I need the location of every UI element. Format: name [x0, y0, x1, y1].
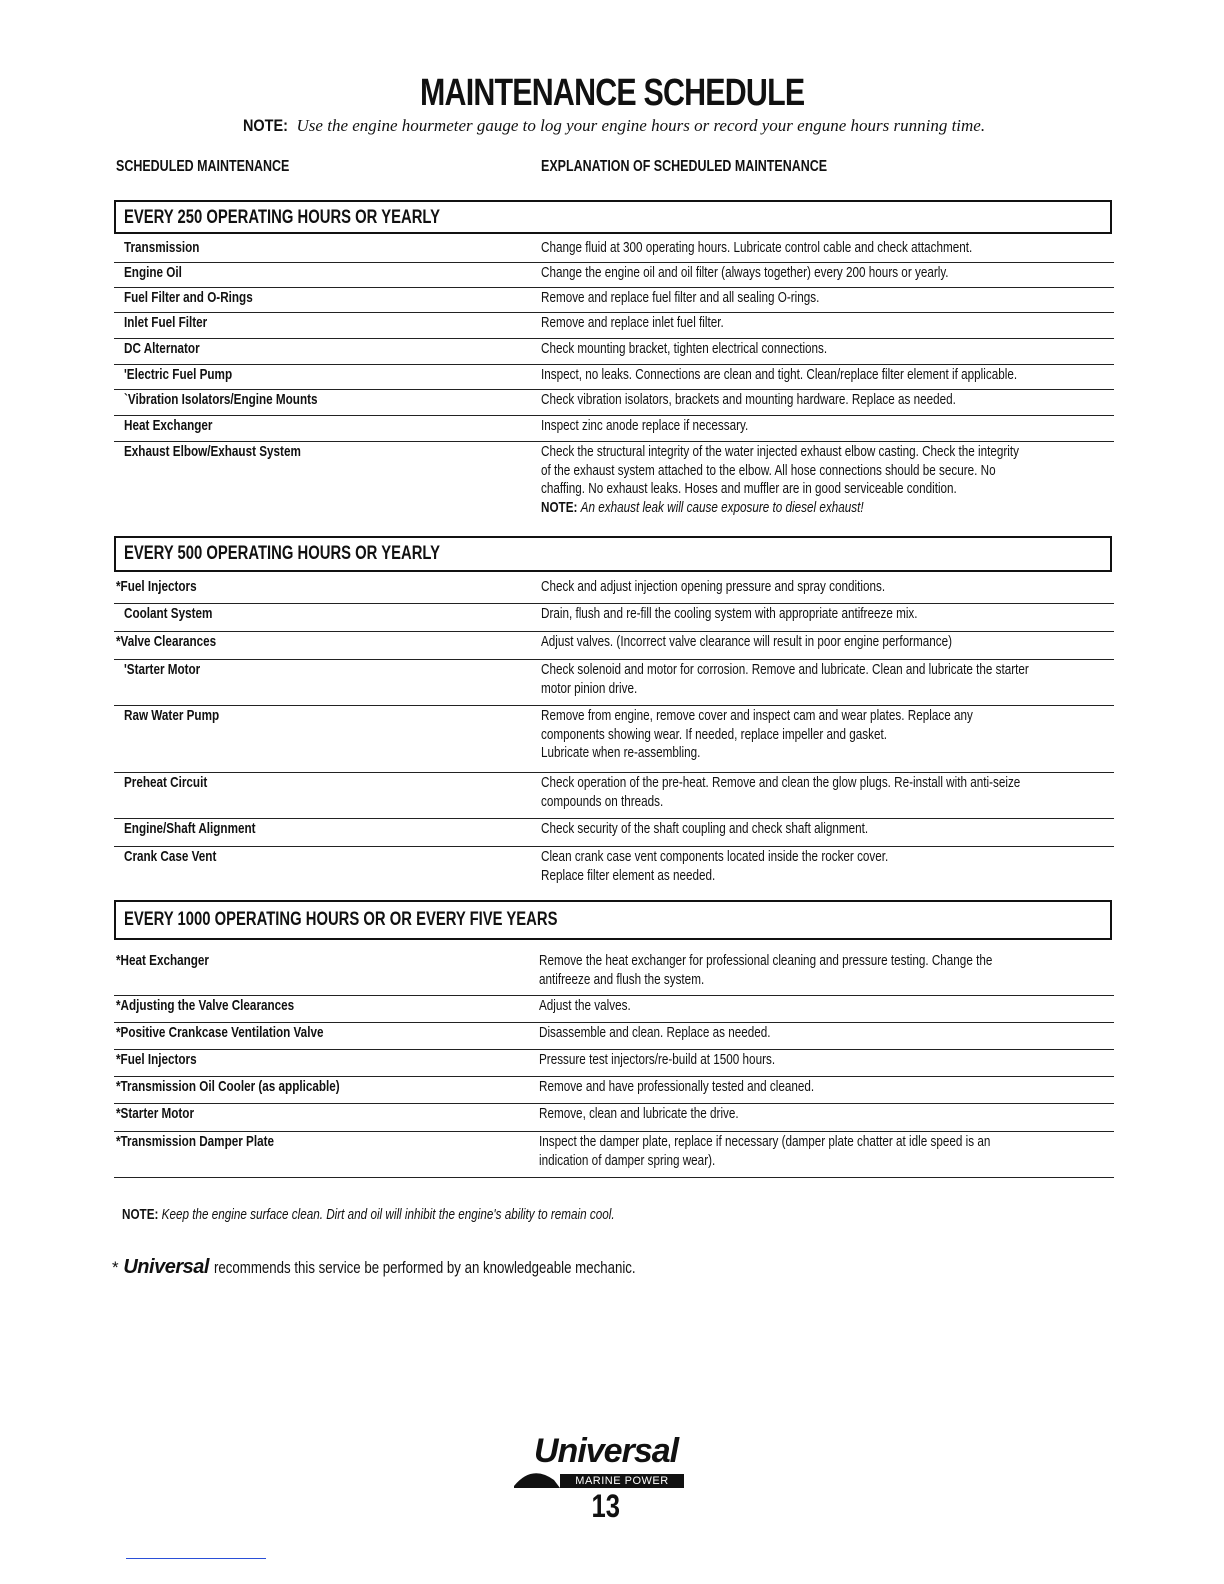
hourmeter-note [0, 116, 1224, 136]
page-number: 13 [591, 1488, 621, 1524]
page-title: MAINTENANCE SCHEDULE [419, 72, 805, 114]
column-header-explanation: EXPLANATION OF SCHEDULED MAINTENANCE [541, 158, 828, 175]
table-row: Exhaust Elbow/Exhaust System Check the structural integrity of the water injected exhaust elbow casting. Check the integrity of the exhaust system attached to the elbow. All hose connections should be secure. No chaffing. No exhaust leaks. Hoses and muffler are in good serviceable condition. NOTE: An exhaust leak will cause exposure to diesel exhaust! [124, 443, 1019, 516]
surface-clean-note: NOTE: Keep the engine surface clean. Dirt and oil will inhibit the engine's ability to remain cool. [122, 1206, 615, 1223]
table-row: Transmission Change fluid at 300 operating hours. Lubricate control cable and check attachment. [114, 237, 1114, 263]
divider-line [126, 1558, 266, 1559]
table-row: DC Alternator Check mounting bracket, tighten electrical connections. [114, 338, 1114, 365]
table-row: Heat Exchanger Inspect zinc anode replace if necessary. [114, 415, 1114, 442]
table-row: Fuel Filter and O-Rings Remove and replace fuel filter and all sealing O-rings. [114, 287, 1114, 313]
table-row: Inlet Fuel Filter Remove and replace inlet fuel filter. [114, 312, 1114, 339]
table-row: *Positive Crankcase Ventilation Valve Disassemble and clean. Replace as needed. [114, 1022, 1114, 1050]
table-row: 'Starter Motor Check solenoid and motor for corrosion. Remove and lubricate. Clean and lubricate the starter motor pinion drive. [114, 659, 1114, 706]
brand-name: Universal [123, 1256, 209, 1278]
section-header-250-hours: EVERY 250 OPERATING HOURS OR YEARLY [114, 200, 1112, 234]
table-row: *Fuel Injectors Pressure test injectors/re-build at 1500 hours. [114, 1049, 1114, 1077]
mechanic-recommendation: * Universal recommends this service be performed by an knowledgeable mechanic. [112, 1256, 636, 1278]
table-row: Raw Water Pump Remove from engine, remove cover and inspect cam and wear plates. Replace any components showing wear. If needed, replace impeller and gasket. Lubricate when re-assembling. [114, 705, 1114, 773]
table-row: *Valve Clearances Adjust valves. (Incorrect valve clearance will result in poor engine performance) [114, 631, 1114, 660]
column-header-scheduled: SCHEDULED MAINTENANCE [116, 158, 290, 175]
universal-logo: Universal MARINE POWER [512, 1436, 684, 1490]
table-row: 'Electric Fuel Pump Inspect, no leaks. Connections are clean and tight. Clean/replace filter element if applicable. [114, 364, 1114, 390]
table-row: *Transmission Oil Cooler (as applicable) Remove and have professionally tested and cleaned. [114, 1076, 1114, 1104]
table-row: Engine/Shaft Alignment Check security of the shaft coupling and check shaft alignment. [114, 818, 1114, 847]
section-header-500-hours: EVERY 500 OPERATING HOURS OR YEARLY [114, 536, 1112, 572]
table-row: *Starter Motor Remove, clean and lubricate the drive. [114, 1103, 1114, 1132]
table-row: `Vibration Isolators/Engine Mounts Check vibration isolators, brackets and mounting hardware. Replace as needed. [114, 389, 1114, 416]
table-row: *Fuel Injectors Check and adjust injection opening pressure and spray conditions. [114, 576, 1114, 604]
section-header-1000-hours: EVERY 1000 OPERATING HOURS OR OR EVERY FIVE YEARS [114, 900, 1112, 940]
table-row: Crank Case Vent Clean crank case vent components located inside the rocker cover. Replace filter element as needed. [124, 848, 889, 884]
table-row: *Adjusting the Valve Clearances Adjust the valves. [114, 995, 1114, 1023]
note-label: NOTE: [242, 116, 288, 135]
table-row: Coolant System Drain, flush and re-fill the cooling system with appropriate antifreeze mix. [114, 603, 1114, 632]
table-row: Preheat Circuit Check operation of the pre-heat. Remove and clean the glow plugs. Re-install with anti-seize compounds on threads. [114, 772, 1114, 819]
note-text: Use the engine hourmeter gauge to log your engine hours or record your engune hours running time. [296, 116, 986, 135]
table-row: *Heat Exchanger Remove the heat exchanger for professional cleaning and pressure testing. Change the antifreeze and flush the system. [114, 950, 1114, 996]
table-row: Engine Oil Change the engine oil and oil filter (always together) every 200 hours or yearly. [114, 262, 1114, 288]
table-row: *Transmission Damper Plate Inspect the damper plate, replace if necessary (damper plate chatter at idle speed is an indication of damper spring wear). [114, 1131, 1114, 1178]
